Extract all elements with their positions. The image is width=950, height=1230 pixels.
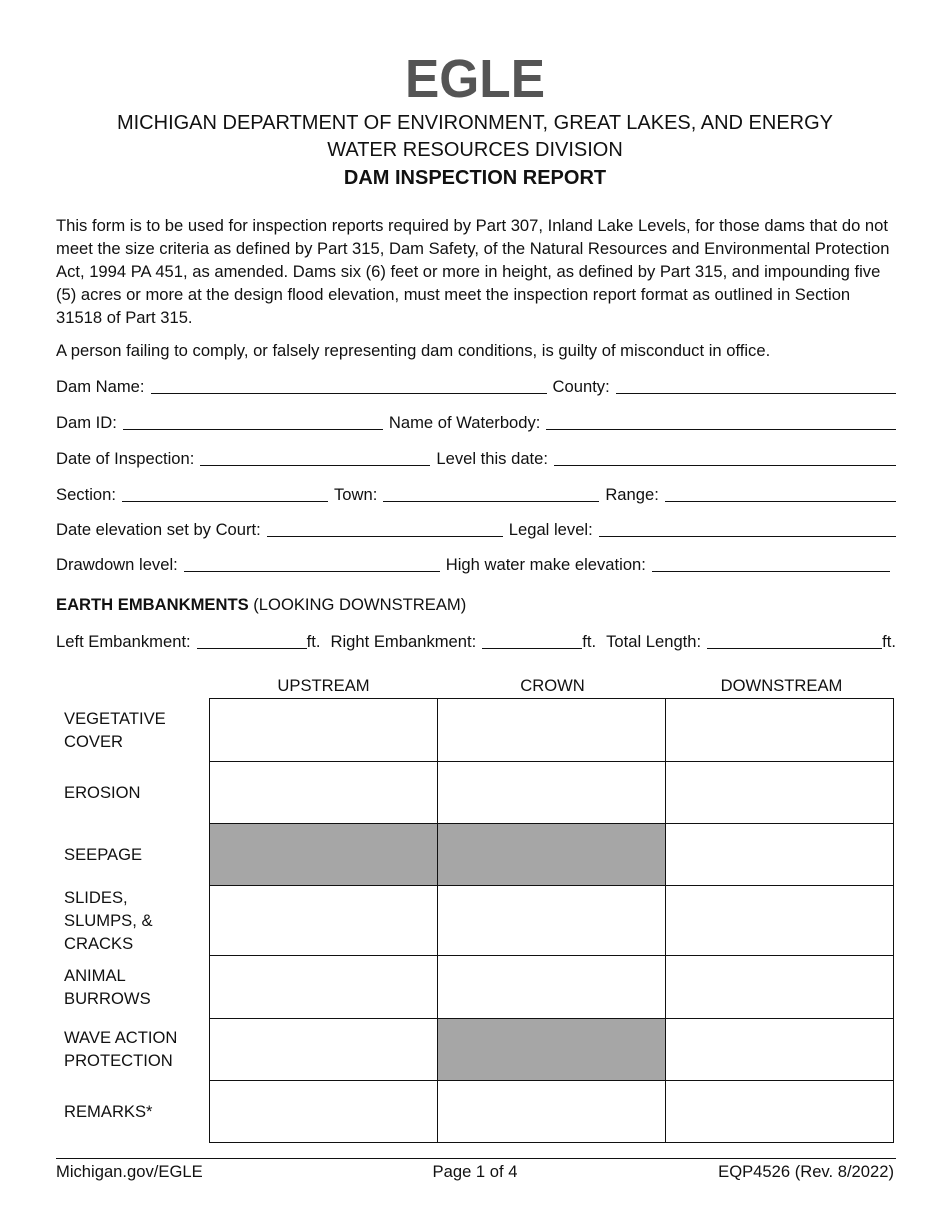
date-inspection-field[interactable] [200,447,430,466]
misconduct-notice: A person failing to comply, or falsely representing dam conditions, is guilty of misconduct in office. [56,341,771,360]
intro-paragraph: This form is to be used for inspection reports required by Part 307, Inland Lake Levels, for those dams that do not meet the size criteria as defined by Part 315, Dam Safety, of the Natural Resources and Environmental Protection Act, 1994 PA 451, as amended. Dams six (6) feet or more in height, as defined by Part 315, and impounding five (5) acres or more at the design flood elevation, must meet the inspection report format as outlined in Section 31518 of Part 315. [56,216,890,327]
high-water-label: High water make elevation: [445,555,646,574]
drawdown-field[interactable] [184,553,440,572]
column-header-crown: CROWN [520,676,585,695]
range-label: Range: [605,485,659,504]
burrows-crown-cell[interactable] [438,956,666,1019]
wave-upstream-cell[interactable] [210,1019,438,1081]
slides-upstream-cell[interactable] [210,886,438,956]
county-label: County: [552,377,610,396]
seepage-downstream-cell[interactable] [666,824,894,886]
date-elevation-field[interactable] [267,518,503,537]
table-row [210,762,894,824]
legal-level-label: Legal level: [508,520,593,539]
row-label-seepage: SEEPAGE [64,845,143,864]
dam-id-field[interactable] [123,411,383,430]
dam-name-label: Dam Name: [56,377,145,396]
town-field[interactable] [383,483,599,502]
table-row [210,1081,894,1143]
egle-logo [404,55,546,99]
row-label-erosion: EROSION [64,783,141,802]
total-length-unit: ft. [882,632,896,651]
dam-name-field[interactable] [151,375,547,394]
row-label-remarks: REMARKS* [64,1102,153,1121]
field-row-6 [56,551,896,575]
total-length-field[interactable] [707,630,882,649]
vegetative-crown-cell[interactable] [438,699,666,762]
county-field[interactable] [616,375,896,394]
table-row [210,886,894,956]
left-embankment-label: Left Embankment: [56,632,191,651]
range-field[interactable] [665,483,896,502]
wave-downstream-cell[interactable] [666,1019,894,1081]
table-row [210,824,894,886]
footer-divider [56,1158,896,1159]
embankments-heading [56,595,466,615]
waterbody-field[interactable] [546,411,896,430]
egle-logo-text: EGLE [405,55,545,99]
drawdown-label: Drawdown level: [56,555,178,574]
column-header-downstream: DOWNSTREAM [720,676,843,695]
row-label-vegetative-cover: VEGETATIVE COVER [64,709,166,751]
left-embankment-field[interactable] [197,630,307,649]
table-row [210,956,894,1019]
total-length-label: Total Length: [606,632,702,651]
legal-level-field[interactable] [599,518,896,537]
slides-crown-cell[interactable] [438,886,666,956]
date-inspection-label: Date of Inspection: [56,449,195,468]
right-embankment-label: Right Embankment: [330,632,477,651]
slides-downstream-cell[interactable] [666,886,894,956]
vegetative-downstream-cell[interactable] [666,699,894,762]
footer-website-link[interactable]: Michigan.gov/EGLE [56,1162,203,1181]
agency-name: MICHIGAN DEPARTMENT OF ENVIRONMENT, GREAT LAKES, AND ENERGY [116,112,834,134]
row-label-slides: SLIDES, SLUMPS, & CRACKS [64,888,153,953]
section-label: Section: [56,485,116,504]
erosion-crown-cell[interactable] [438,762,666,824]
column-header-upstream: UPSTREAM [277,676,370,695]
seepage-crown-cell-shaded [438,824,666,886]
remarks-crown-cell[interactable] [438,1081,666,1143]
row-label-animal-burrows: ANIMAL BURROWS [64,966,151,1008]
embankments-heading-rest: (LOOKING DOWNSTREAM) [248,595,467,614]
high-water-field[interactable] [652,553,890,572]
level-date-field[interactable] [554,447,896,466]
embankments-heading-bold: EARTH EMBANKMENTS [56,595,249,614]
table-row [210,1019,894,1081]
wave-crown-cell-shaded [438,1019,666,1081]
field-row-2 [56,409,896,433]
right-embankment-field[interactable] [482,630,582,649]
vegetative-upstream-cell[interactable] [210,699,438,762]
footer-form-id: EQP4526 (Rev. 8/2022) [718,1162,894,1181]
town-label: Town: [333,485,378,504]
field-row-4 [56,481,896,505]
date-elevation-label: Date elevation set by Court: [56,520,261,539]
waterbody-label: Name of Waterbody: [388,413,541,432]
embankment-row [56,628,896,652]
dam-id-label: Dam ID: [56,413,117,432]
page-title: DAM INSPECTION REPORT [343,167,607,189]
level-date-label: Level this date: [436,449,548,468]
burrows-upstream-cell[interactable] [210,956,438,1019]
right-embankment-unit: ft. [582,632,597,651]
division-name: WATER RESOURCES DIVISION [327,139,623,161]
field-row-1 [56,373,896,397]
field-row-5 [56,516,896,540]
egle-logo-mark [404,55,546,99]
footer-page-number: Page 1 of 4 [432,1162,518,1181]
section-field[interactable] [122,483,328,502]
remarks-downstream-cell[interactable] [666,1081,894,1143]
erosion-downstream-cell[interactable] [666,762,894,824]
row-label-wave-action: WAVE ACTION PROTECTION [64,1028,178,1070]
remarks-upstream-cell[interactable] [210,1081,438,1143]
burrows-downstream-cell[interactable] [666,956,894,1019]
inspection-table [209,698,894,1143]
table-row [210,699,894,762]
erosion-upstream-cell[interactable] [210,762,438,824]
left-embankment-unit: ft. [306,632,321,651]
seepage-upstream-cell-shaded [210,824,438,886]
field-row-3 [56,445,896,469]
